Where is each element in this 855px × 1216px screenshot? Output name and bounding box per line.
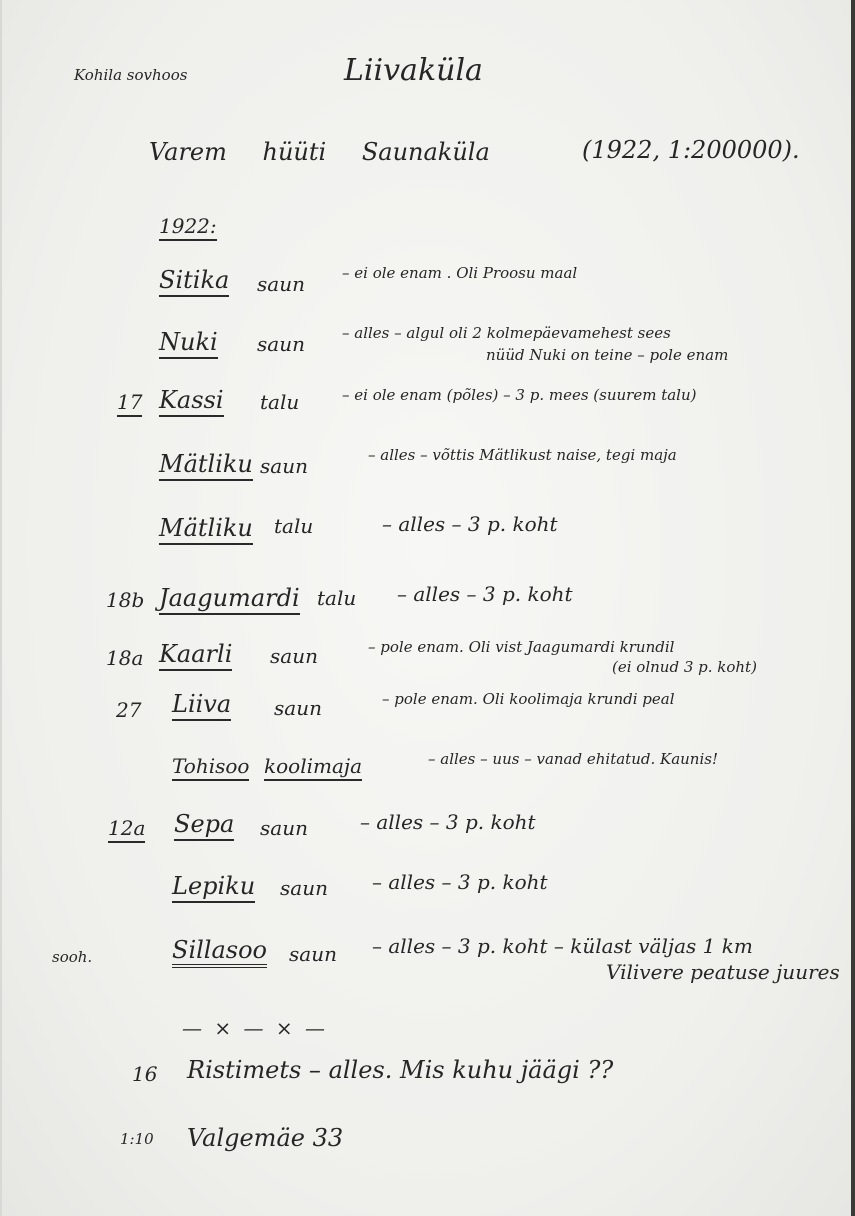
entry-note: – alles – võttis Mätlikust naise, tegi maja bbox=[368, 446, 677, 464]
subtitle-reference: (1922, 1:200000). bbox=[582, 136, 800, 164]
entry-type: talu bbox=[260, 390, 300, 414]
entry-name: Kaarli bbox=[159, 642, 232, 671]
page-title: Liivaküla bbox=[344, 53, 483, 88]
entry-type: saun bbox=[260, 816, 308, 840]
entry-note: – alles – 3 p. koht bbox=[360, 810, 536, 834]
entry-number: 18a bbox=[106, 646, 144, 670]
entry-note-continued: nüüd Nuki on teine – pole enam bbox=[486, 346, 729, 364]
entry-type: talu bbox=[317, 586, 357, 610]
entry-note-continued: (ei olnud 3 p. koht) bbox=[612, 658, 757, 676]
entry-name: Lepiku bbox=[172, 874, 255, 903]
entry-name: Sillasoo bbox=[172, 938, 267, 968]
entry-type: saun bbox=[270, 644, 318, 668]
entry-type: saun bbox=[274, 696, 322, 720]
footer-number: 1:10 bbox=[120, 1130, 154, 1148]
entry-name: Jaagumardi bbox=[159, 586, 300, 615]
entry-note: – alles – uus – vanad ehitatud. Kaunis! bbox=[428, 750, 718, 768]
entry-note: – ei ole enam . Oli Proosu maal bbox=[342, 264, 578, 282]
entry-name: Sitika bbox=[159, 268, 229, 297]
entry-name: Tohisoo bbox=[172, 756, 249, 781]
entry-name: Mätliku bbox=[159, 452, 253, 481]
entry-number: 27 bbox=[116, 698, 142, 722]
section-separator: — × — × — bbox=[182, 1016, 328, 1040]
entry-note: – pole enam. Oli koolimaja krundi peal bbox=[382, 690, 675, 708]
entry-note-continued: Vilivere peatuse juures bbox=[606, 960, 840, 984]
entry-note: – pole enam. Oli vist Jaagumardi krundil bbox=[368, 638, 675, 656]
footer-note: Ristimets – alles. Mis kuhu jäägi ?? bbox=[187, 1056, 614, 1084]
year-heading: 1922: bbox=[159, 216, 217, 241]
entry-number: 17 bbox=[117, 392, 142, 417]
entry-name: Nuki bbox=[159, 330, 218, 359]
entry-type: saun bbox=[289, 942, 337, 966]
entry-note: – alles – 3 p. koht bbox=[397, 582, 573, 606]
entry-name: Kassi bbox=[159, 388, 224, 417]
entry-note: – alles – algul oli 2 kolmepäevamehest sees bbox=[342, 324, 671, 342]
entry-type: saun bbox=[257, 332, 305, 356]
entry-type: saun bbox=[260, 454, 308, 478]
entry-note: – alles – 3 p. koht bbox=[372, 870, 548, 894]
margin-note-kohila: Kohila sovhoos bbox=[74, 66, 188, 84]
footer-number: 16 bbox=[132, 1062, 158, 1086]
entry-number: 12a bbox=[108, 818, 145, 843]
entry-note: – ei ole enam (põles) – 3 p. mees (suurem talu) bbox=[342, 386, 697, 404]
entry-type: koolimaja bbox=[264, 756, 362, 781]
entry-note: – alles – 3 p. koht – külast väljas 1 km bbox=[372, 934, 753, 958]
entry-name: Sepa bbox=[174, 812, 234, 841]
entry-name: Liiva bbox=[172, 692, 231, 721]
entry-type: saun bbox=[280, 876, 328, 900]
entry-note: – alles – 3 p. koht bbox=[382, 512, 558, 536]
entry-name: Mätliku bbox=[159, 516, 253, 545]
entry-number: 18b bbox=[106, 588, 145, 612]
margin-note-sooh: sooh. bbox=[52, 948, 93, 966]
entry-type: talu bbox=[274, 514, 314, 538]
page-edge bbox=[851, 0, 855, 1216]
footer-note: Valgemäe 33 bbox=[187, 1124, 344, 1152]
subtitle-words: Varem hüüti Saunaküla bbox=[149, 138, 490, 166]
entry-type: saun bbox=[257, 272, 305, 296]
